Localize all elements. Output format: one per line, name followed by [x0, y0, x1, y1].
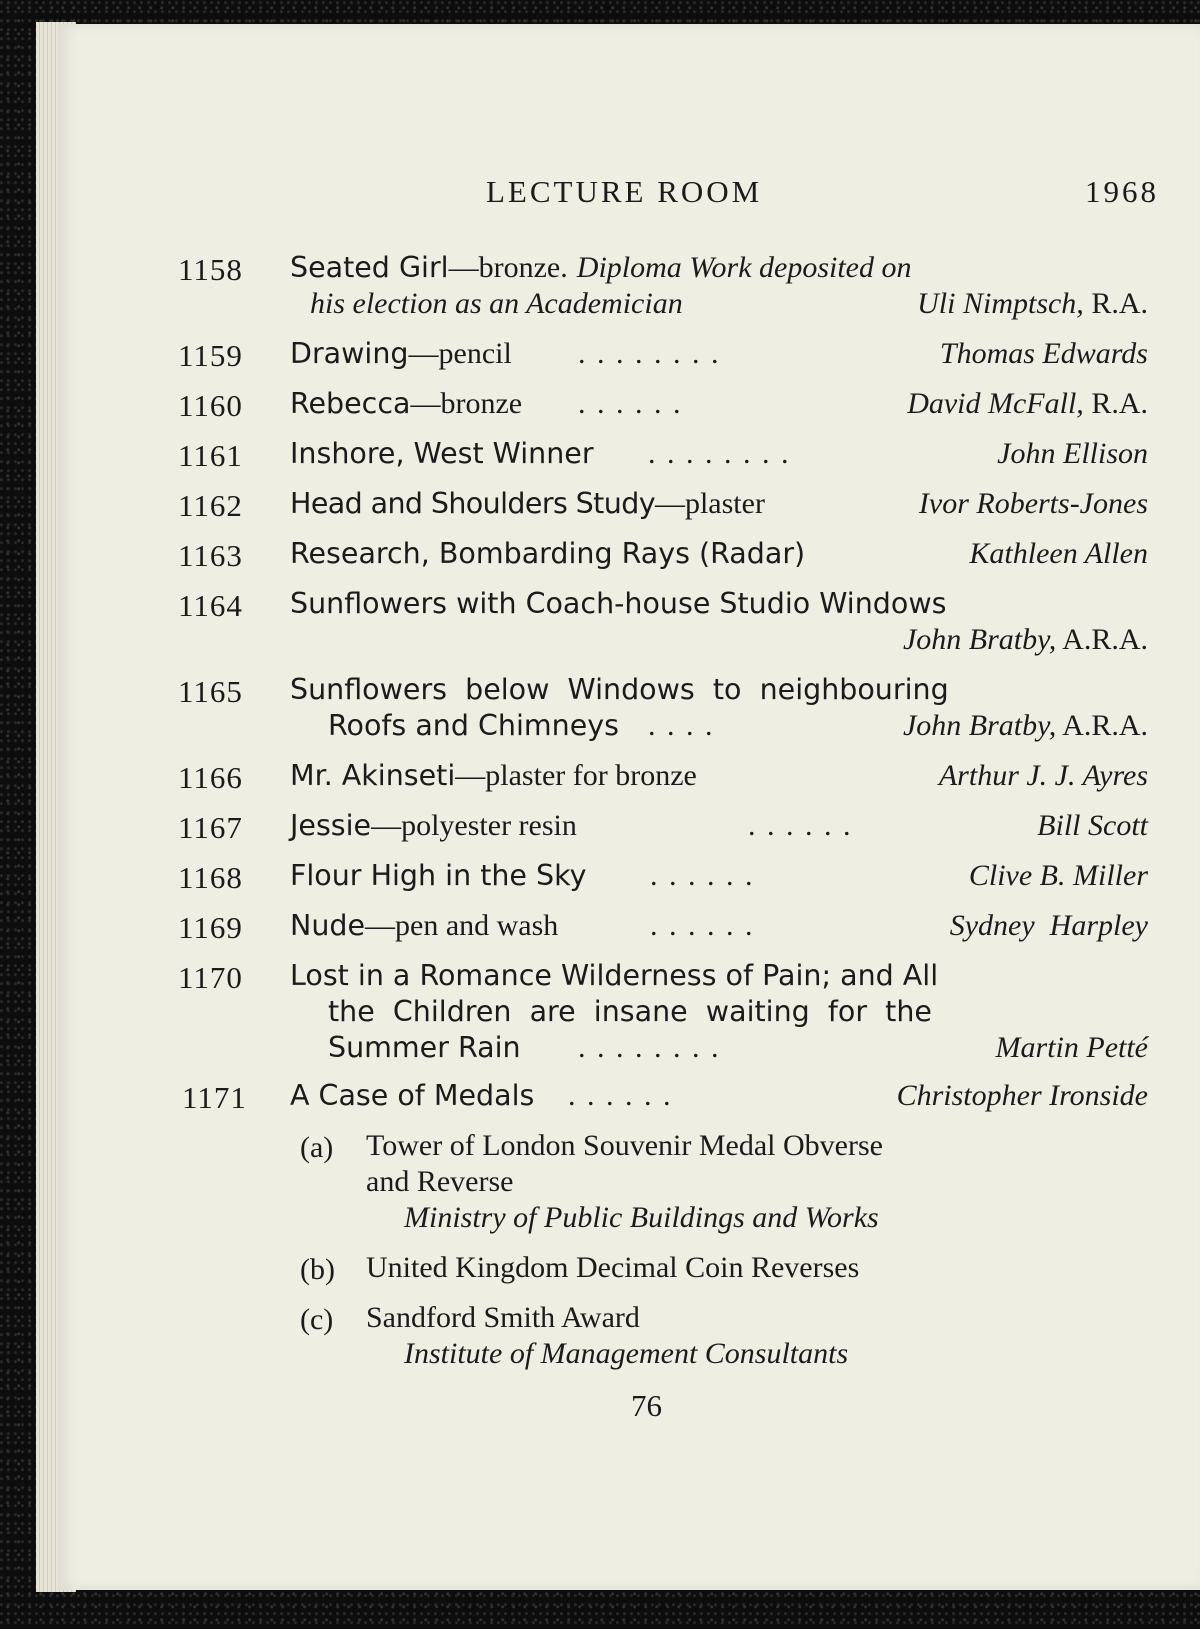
entry-title-line: Summer Rain	[328, 1031, 521, 1064]
subitem-text: United Kingdom Decimal Coin Reverses	[366, 1251, 860, 1284]
leader-dots: . . . . . .	[650, 909, 755, 942]
entry-artist: Christopher Ironside	[896, 1079, 1148, 1112]
entry-note: his election as an Academician	[310, 287, 683, 320]
entry-number: 1167	[178, 810, 243, 845]
subitem-label: (a)	[300, 1131, 334, 1164]
leader-dots: . . . .	[648, 709, 715, 742]
entry-title: Rebecca—bronze	[290, 387, 523, 420]
entry-title: Head and Shoulders Study—plaster	[290, 487, 765, 520]
leader-dots: . . . . . .	[748, 809, 853, 842]
entry-artist: Martin Petté	[995, 1031, 1148, 1064]
entry-number: 1161	[178, 438, 243, 473]
leader-dots: . . . . . . . .	[578, 337, 721, 370]
entry-title: Seated Girl—bronze. Diploma Work deposited on	[290, 251, 912, 284]
entry-artist: Uli Nimptsch, R.A.	[917, 287, 1148, 320]
entry-artist: Clive B. Miller	[968, 859, 1148, 892]
book-page	[58, 24, 1200, 1590]
entry-artist: John Ellison	[997, 437, 1148, 470]
entry-artist: Kathleen Allen	[969, 537, 1148, 570]
subitem-text: Tower of London Souvenir Medal Obverse	[366, 1129, 883, 1162]
subitem-credit: Institute of Management Consultants	[404, 1337, 849, 1370]
page-number: 76	[631, 1388, 662, 1423]
entry-number: 1171	[182, 1080, 247, 1115]
entry-title-line: Sunflowers below Windows to neighbouring	[290, 673, 949, 706]
entry-title: Sunflowers with Coach-house Studio Windows	[290, 587, 947, 620]
entry-number: 1169	[178, 910, 243, 945]
leader-dots: . . . . . .	[578, 387, 683, 420]
entry-number: 1170	[178, 960, 243, 995]
entry-number: 1158	[178, 252, 243, 287]
entry-title: Inshore, West Winner	[290, 437, 594, 470]
subitem-text: and Reverse	[366, 1165, 514, 1198]
subitem-credit: Ministry of Public Buildings and Works	[404, 1201, 879, 1234]
entry-title: Flour High in the Sky	[290, 859, 587, 892]
entry-number: 1165	[178, 674, 243, 709]
leader-dots: . . . . . . . .	[578, 1031, 721, 1064]
entry-number: 1164	[178, 588, 243, 623]
page-heading: LECTURE ROOM	[486, 174, 763, 209]
subitem-label: (c)	[300, 1303, 334, 1336]
entry-number: 1166	[178, 760, 243, 795]
leader-dots: . . . . . .	[650, 859, 755, 892]
page-year: 1968	[1085, 174, 1159, 209]
entry-artist: Bill Scott	[1037, 809, 1148, 842]
subitem-text: Sandford Smith Award	[366, 1301, 640, 1334]
entry-artist: Thomas Edwards	[939, 337, 1148, 370]
entry-title: Jessie—polyester resin	[290, 809, 577, 842]
entry-artist: David McFall, R.A.	[907, 387, 1148, 420]
entry-artist: Sydney Harpley	[949, 909, 1148, 942]
entry-title: A Case of Medals	[290, 1079, 535, 1112]
leader-dots: . . . . . .	[568, 1079, 673, 1112]
entry-title-line: Roofs and Chimneys	[328, 709, 619, 742]
entry-number: 1159	[178, 338, 243, 373]
entry-number: 1162	[178, 488, 243, 523]
entry-title: Drawing—pencil	[290, 337, 512, 370]
entry-artist: Arthur J. J. Ayres	[938, 759, 1148, 792]
subitem-label: (b)	[300, 1253, 335, 1286]
entry-title-line: Lost in a Romance Wilderness of Pain; and All	[290, 959, 939, 992]
entry-artist: John Bratby, A.R.A.	[902, 623, 1148, 656]
entry-title: Research, Bombarding Rays (Radar)	[290, 537, 806, 570]
entry-artist: John Bratby, A.R.A.	[902, 709, 1148, 742]
leader-dots: . . . . . . . .	[648, 437, 791, 470]
entry-title: Nude—pen and wash	[290, 909, 559, 942]
entry-number: 1168	[178, 860, 243, 895]
entry-title-line: the Children are insane waiting for the	[328, 995, 932, 1028]
entry-number: 1160	[178, 388, 243, 423]
entry-artist: Ivor Roberts-Jones	[918, 487, 1148, 520]
entry-title: Mr. Akinseti—plaster for bronze	[290, 759, 697, 792]
entry-number: 1163	[178, 538, 243, 573]
